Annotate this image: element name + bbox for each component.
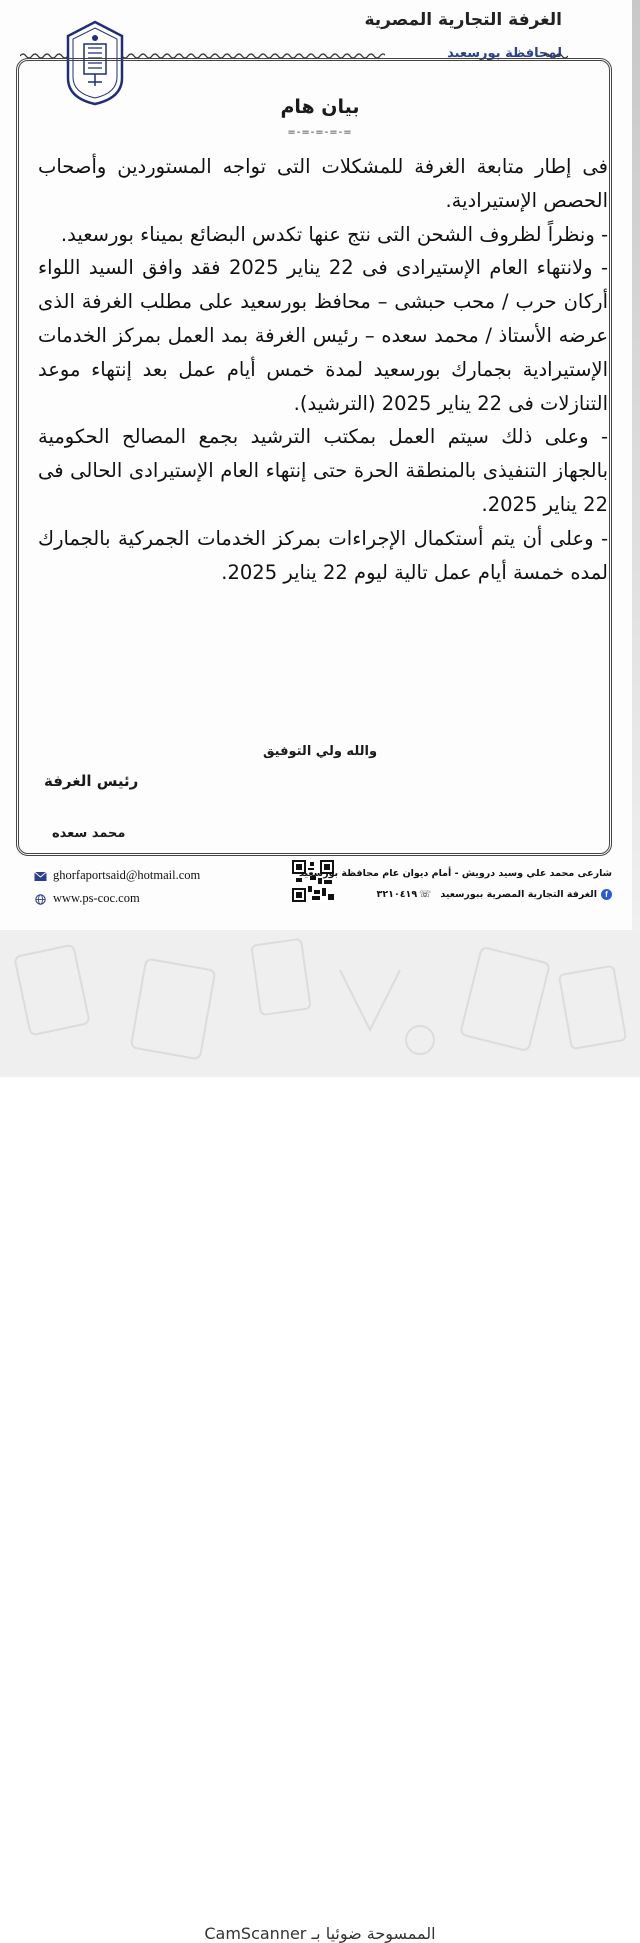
phone-icon: ☏ [419, 889, 432, 900]
governorate-name: لمحافظة بورسعيد [447, 46, 562, 61]
qr-code-icon [292, 860, 334, 902]
website-text: www.ps-coc.com [53, 891, 140, 905]
facebook-page: الغرفة التجارية المصرية ببورسعيد [440, 889, 597, 900]
paragraph: - وعلى أن يتم أستكمال الإجراءات بمركز الخدمات الجمركية بالجمارك لمده خمسة أيام عمل تالية ليوم 22 يناير 2025. [38, 526, 608, 584]
page-edge-shadow [632, 0, 640, 930]
footer-address: شارعى محمد علي وسيد درويش - أمام ديوان عام محافظة بورسعيد [299, 868, 612, 879]
chairman-title: رئيس الغرفة [44, 772, 139, 790]
chairman-name: محمد سعده [52, 826, 126, 841]
email-text: ghorfaportsaid@hotmail.com [53, 868, 201, 882]
globe-icon [34, 894, 47, 905]
paragraph: - ونظراً لظروف الشحن التى نتج عنها تكدس البضائع بميناء بورسعيد. [60, 222, 608, 246]
paragraph: - ولانتهاء العام الإستيرادى فى 22 يناير 2025 فقد وافق السيد اللواء أركان حرب / محب حبشى – محافظ بورسعيد على مطلب الغرفة الذى عرضه الأستاذ / محمد سعده – رئيس الغرفة بمد العمل بمركز الخدمات الإستيرادية بجمارك بورسعيد لمدة خمس أيام عمل بعد إنتهاء موعد التنازلات فى 22 يناير 2025 (الترشيد). [38, 256, 609, 415]
notice-title: بيان هام [280, 96, 360, 118]
title-underline: =-=-=-=-= [287, 127, 353, 138]
paragraph: فى إطار متابعة الغرفة للمشكلات التى تواجه المستوردين وأصحاب الحصص الإستيرادية. [38, 155, 608, 212]
watermark-pattern [0, 930, 640, 1077]
phone-number: ٣٢١٠٤١٩ [376, 889, 418, 900]
camscanner-label: الممسوحة ضوئيا بـ CamScanner [204, 1924, 436, 1943]
document-page [0, 0, 640, 930]
paragraph: - وعلى ذلك سيتم العمل بمكتب الترشيد بجمع المصالح الحكومية بالجهاز التنفيذى بالمنطقة الحرة حتى إنتهاء العام الإستيرادى الحالى فى 22 يناير 2025. [38, 425, 608, 516]
footer-email [34, 868, 200, 883]
envelope-icon [34, 871, 47, 882]
footer-website [34, 891, 140, 906]
org-name: الغرفة التجارية المصرية [364, 10, 562, 30]
footer-contact [377, 889, 612, 900]
notice-body [38, 150, 608, 589]
scanner-watermark-area [0, 930, 640, 1943]
closing-line: والله ولي التوفيق [262, 744, 378, 759]
facebook-icon: f [601, 889, 612, 900]
